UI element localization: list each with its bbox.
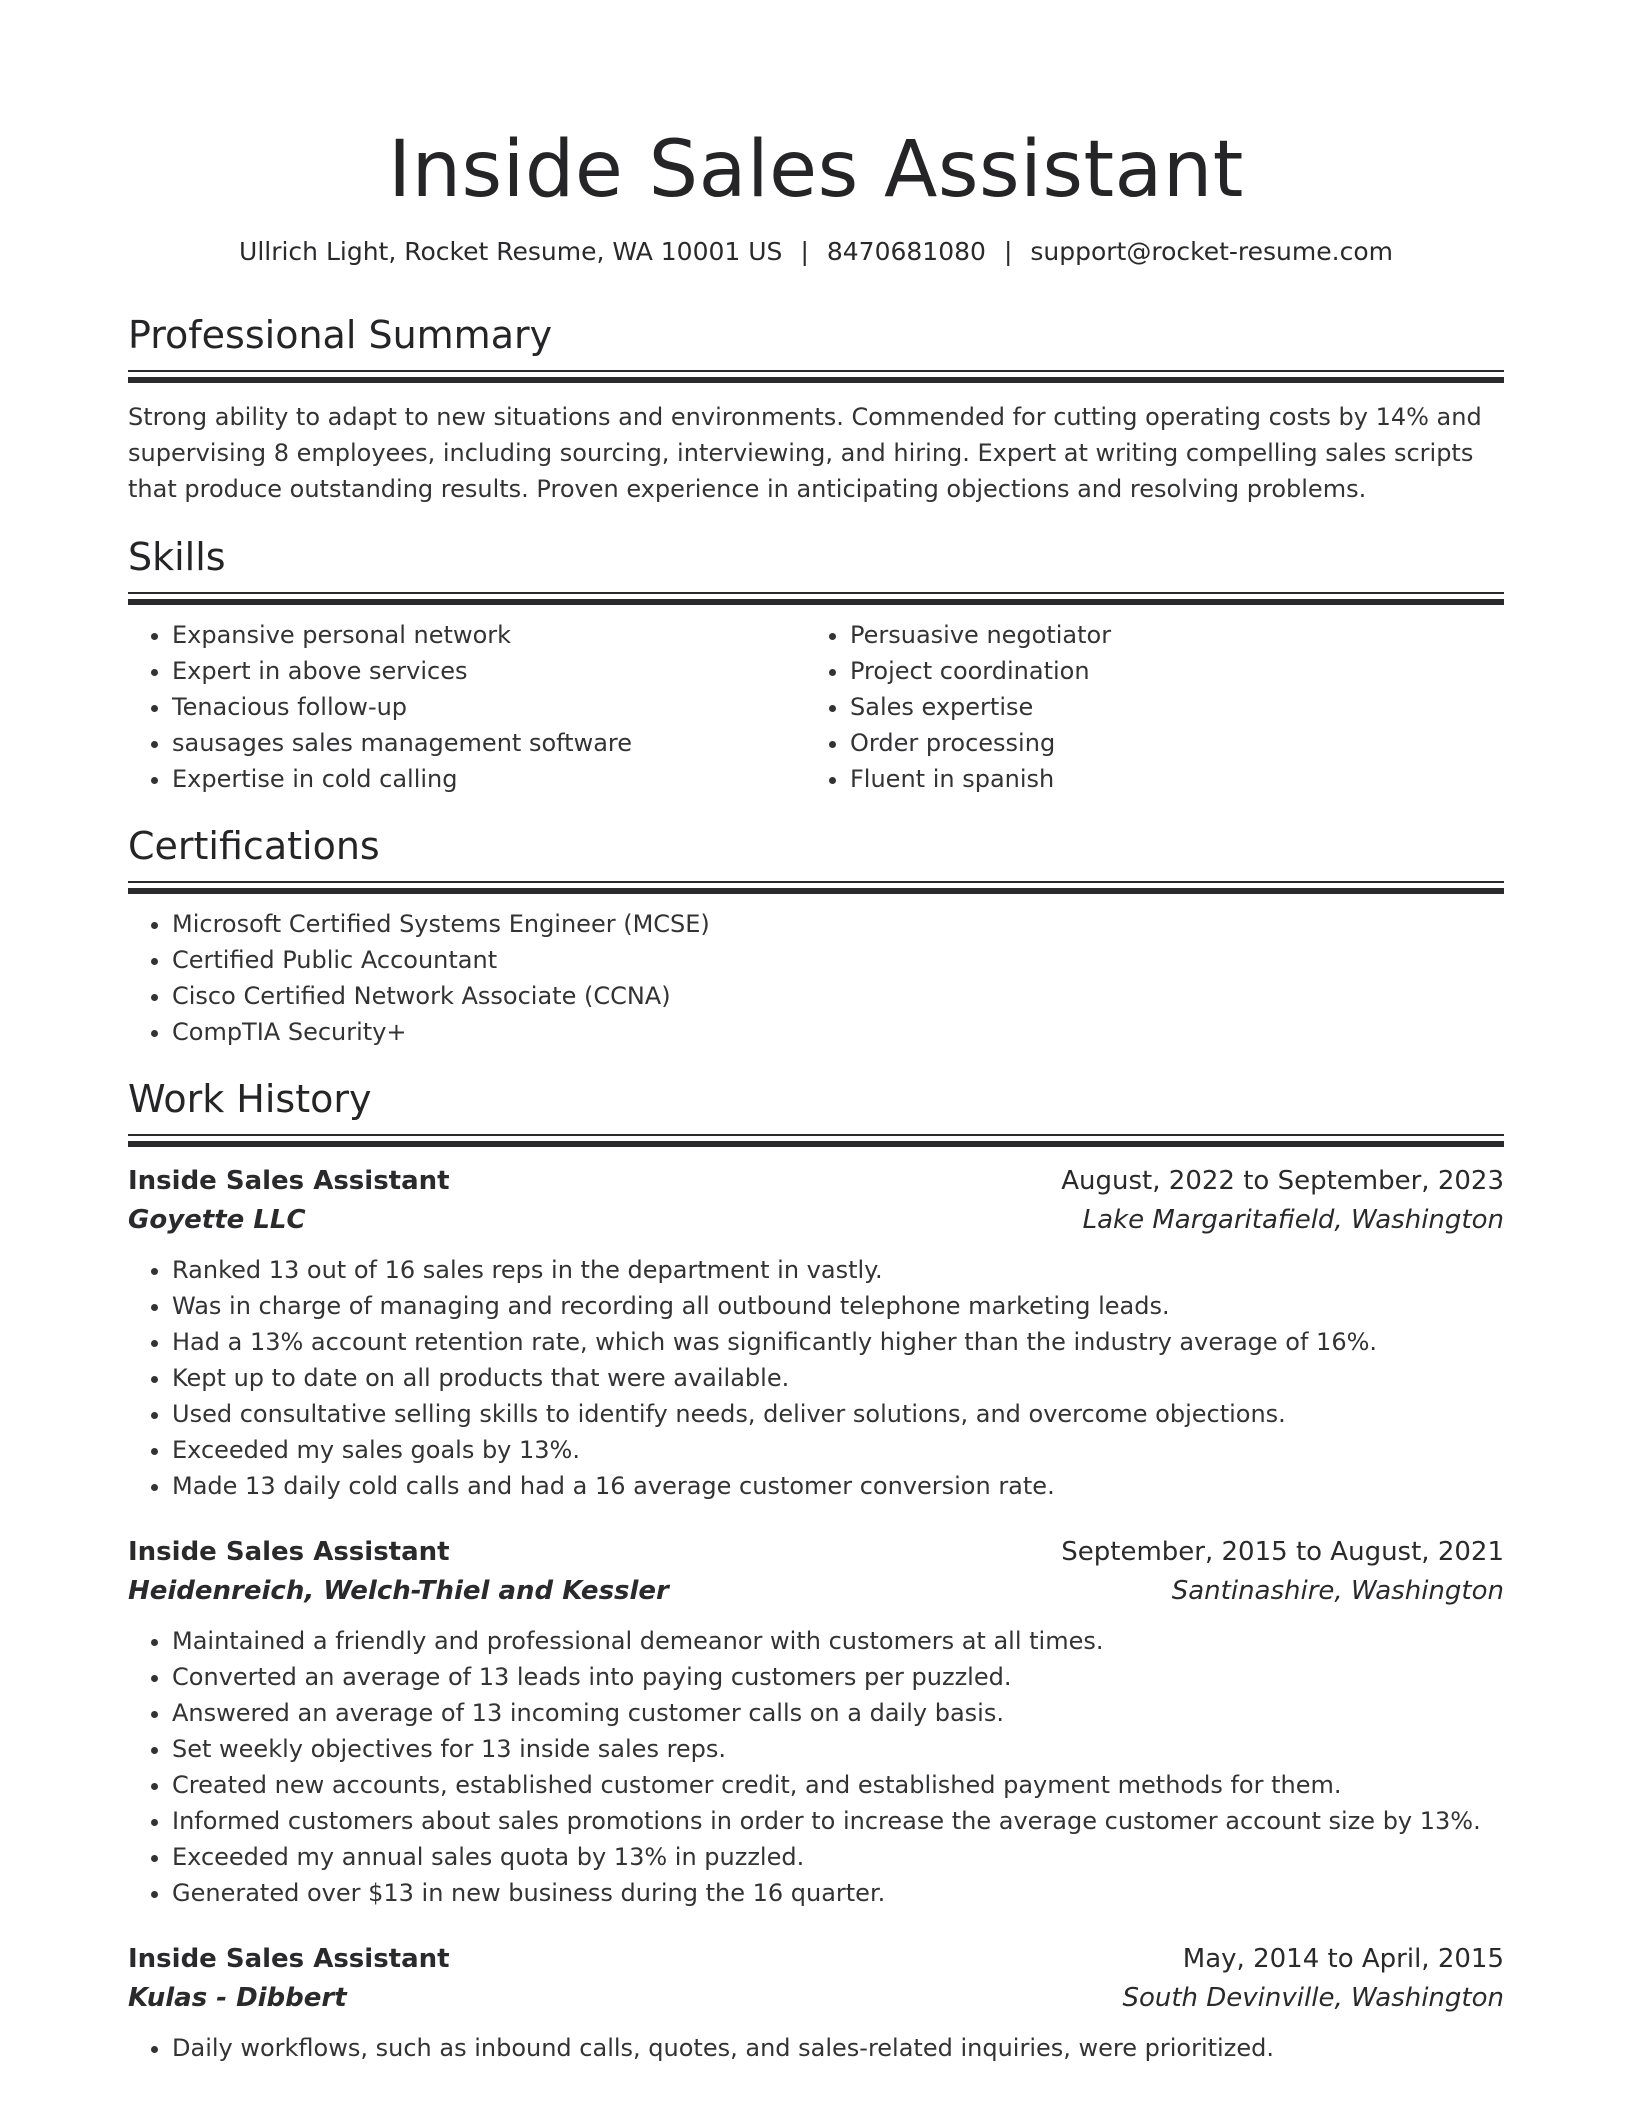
contact-separator: | [1003,237,1013,266]
contact-phone: 8470681080 [826,237,986,266]
job-bullets [128,1623,1504,1911]
job-bullet: • Ranked 13 out of 16 sales reps in the department in vastly. [172,1252,1504,1288]
section-divider [128,881,1504,894]
contact-address: Ullrich Light, Rocket Resume, WA 10001 US [239,237,783,266]
section-heading-summary: Professional Summary [128,313,553,357]
skill-item: • Order processing [850,725,1484,761]
job-company: Heidenreich, Welch-Thiel and Kessler [128,1576,669,1606]
certification-item: • Cisco Certified Network Associate (CCNA) [172,978,1504,1014]
job-dates: September, 2015 to August, 2021 [1061,1537,1504,1567]
skill-item: • Project coordination [850,653,1484,689]
job-dates: August, 2022 to September, 2023 [1061,1166,1504,1196]
skill-item: • Expansive personal network [172,617,806,653]
resume-title: Inside Sales Assistant [388,125,1244,215]
job-bullet: • Informed customers about sales promotions in order to increase the average customer account size by 13%. [172,1803,1504,1839]
job-bullet: • Had a 13% account retention rate, which was significantly higher than the industry average of 16%. [172,1324,1504,1360]
job-subheader [128,1202,1504,1238]
job-bullet: • Exceeded my annual sales quota by 13% in puzzled. [172,1839,1504,1875]
summary-text: Strong ability to adapt to new situations and environments. Commended for cutting operating costs by 14% and supervising 8 employees, including sourcing, interviewing, and hiring. Expert at writing compelling sales scripts that produce outstanding results. Proven experience in anticipating objections and resolving problems. [128,403,1482,503]
skill-item: • Persuasive negotiator [850,617,1484,653]
section-heading-skills: Skills [128,535,226,579]
certifications-list [128,906,1504,1050]
skill-item: • Tenacious follow-up [172,689,806,725]
contact-email[interactable]: support@rocket-resume.com [1030,237,1393,266]
resume-page [128,0,1504,2066]
job-bullet: • Kept up to date on all products that were available. [172,1360,1504,1396]
skill-item: • Expert in above services [172,653,806,689]
job-header [128,1163,1504,1199]
job-subheader [128,1980,1504,2016]
section-divider [128,370,1504,383]
job-entry [128,1941,1504,2066]
skills-columns [128,617,1504,797]
skill-item: • sausages sales management software [172,725,806,761]
job-entry [128,1163,1504,1504]
job-bullet: • Created new accounts, established customer credit, and established payment methods for them. [172,1767,1504,1803]
skills-column-left [128,617,806,797]
section-heading-work-history: Work History [128,1077,372,1121]
job-location: South Devinville, Washington [1122,1983,1504,2013]
certification-item: • Microsoft Certified Systems Engineer (MCSE) [172,906,1504,942]
job-bullet: • Maintained a friendly and professional demeanor with customers at all times. [172,1623,1504,1659]
work-history-section [128,1074,1504,2066]
job-bullet: • Daily workflows, such as inbound calls, quotes, and sales-related inquiries, were prioritized. [172,2030,1504,2066]
certification-item: • CompTIA Security+ [172,1014,1504,1050]
job-bullet: • Answered an average of 13 incoming customer calls on a daily basis. [172,1695,1504,1731]
job-location: Lake Margaritafield, Washington [1082,1205,1504,1235]
section-heading-certifications: Certifications [128,824,380,868]
summary-section [128,310,1504,507]
certifications-section [128,821,1504,1050]
job-bullets [128,1252,1504,1504]
section-divider [128,1134,1504,1147]
job-entry [128,1534,1504,1911]
job-bullet: • Was in charge of managing and recording all outbound telephone marketing leads. [172,1288,1504,1324]
job-company: Kulas - Dibbert [128,1983,347,2013]
skill-item: • Fluent in spanish [850,761,1484,797]
job-header [128,1534,1504,1570]
job-bullet: • Exceeded my sales goals by 13%. [172,1432,1504,1468]
job-bullet: • Made 13 daily cold calls and had a 16 average customer conversion rate. [172,1468,1504,1504]
job-bullet: • Set weekly objectives for 13 inside sales reps. [172,1731,1504,1767]
job-title: Inside Sales Assistant [128,1944,450,1974]
skills-column-right [806,617,1484,797]
job-bullets [128,2030,1504,2066]
certification-item: • Certified Public Accountant [172,942,1504,978]
skill-item: • Sales expertise [850,689,1484,725]
contact-line [128,234,1504,270]
skills-section [128,532,1504,797]
job-bullet: • Generated over $13 in new business during the 16 quarter. [172,1875,1504,1911]
job-dates: May, 2014 to April, 2015 [1182,1944,1504,1974]
job-location: Santinashire, Washington [1171,1576,1504,1606]
job-title: Inside Sales Assistant [128,1166,450,1196]
job-bullet: • Converted an average of 13 leads into paying customers per puzzled. [172,1659,1504,1695]
section-divider [128,592,1504,605]
contact-separator: | [800,237,809,266]
job-title: Inside Sales Assistant [128,1537,450,1567]
job-bullet: • Used consultative selling skills to identify needs, deliver solutions, and overcome objections. [172,1396,1504,1432]
job-company: Goyette LLC [128,1205,306,1235]
job-header [128,1941,1504,1977]
job-subheader [128,1573,1504,1609]
skill-item: • Expertise in cold calling [172,761,806,797]
